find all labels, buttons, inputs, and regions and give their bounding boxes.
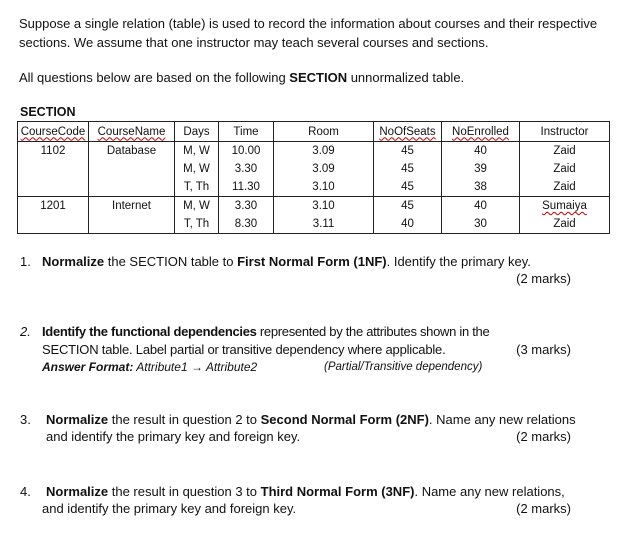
cell-instructor-label: Sumaiya [542, 200, 587, 212]
q3-text-2: . Name any new relations [428, 412, 576, 427]
q2-number: 2. [20, 324, 31, 339]
cell-coursecode: 1201 [18, 197, 89, 216]
cell-noenrolled: 30 [442, 215, 520, 234]
table-title: SECTION [20, 105, 76, 119]
cell-noenrolled: 40 [442, 197, 520, 216]
table-row [18, 160, 610, 178]
q4-text [46, 484, 565, 499]
cell-days: M, W [175, 197, 219, 216]
q4-bold-2: Third Normal Form (3NF) [260, 484, 415, 499]
q2-bold-1: Identify the functional dependencies [42, 324, 257, 339]
cell-coursecode [18, 178, 89, 197]
cell-noofseats: 45 [374, 160, 442, 178]
cell-instructor: Zaid [520, 178, 610, 197]
cell-noofseats: 45 [374, 178, 442, 197]
header-instructor: Instructor [520, 122, 610, 142]
cell-instructor: Zaid [520, 160, 610, 178]
cell-time: 10.00 [219, 142, 274, 161]
header-coursecode [18, 122, 89, 142]
header-noofseats-label: NoOfSeats [379, 125, 436, 138]
cell-coursename [89, 178, 175, 197]
intro-line-3 [19, 70, 464, 85]
header-coursecode-label: CourseCode [20, 125, 86, 138]
cell-days: M, W [175, 160, 219, 178]
header-noenrolled-label: NoEnrolled [452, 125, 509, 138]
cell-days: T, Th [175, 215, 219, 234]
cell-time: 11.30 [219, 178, 274, 197]
header-days: Days [175, 122, 219, 142]
q1-text [42, 254, 531, 269]
q2-text [42, 324, 489, 339]
header-coursename [89, 122, 175, 142]
table-row [18, 142, 610, 161]
q1-text-2: . Identify the primary key. [386, 254, 531, 269]
cell-coursename: Database [89, 142, 175, 161]
q2-marks: (3 marks) [516, 342, 571, 357]
header-room: Room [274, 122, 374, 142]
header-coursename-label: CourseName [97, 125, 166, 138]
cell-room: 3.09 [274, 160, 374, 178]
intro-line-3-tail: unnormalized table. [347, 70, 465, 85]
table-row [18, 197, 610, 216]
cell-time: 3.30 [219, 197, 274, 216]
cell-instructor: Zaid [520, 142, 610, 161]
q2-answer-format [42, 360, 257, 374]
cell-room: 3.11 [274, 215, 374, 234]
table-row [18, 178, 610, 197]
q1-number: 1. [20, 254, 31, 269]
q3-text [46, 412, 576, 427]
q3-bold-2: Second Normal Form (2NF) [260, 412, 429, 427]
cell-noofseats: 40 [374, 215, 442, 234]
q4-text-1: the result in question 3 to [108, 484, 261, 499]
intro-line-3-text: All questions below are based on the following [19, 70, 290, 85]
cell-coursecode: 1102 [18, 142, 89, 161]
q3-marks: (2 marks) [516, 429, 571, 444]
header-time: Time [219, 122, 274, 142]
cell-days: T, Th [175, 178, 219, 197]
intro-table-name: SECTION [289, 70, 348, 85]
q1-marks: (2 marks) [516, 271, 571, 286]
cell-coursename [89, 160, 175, 178]
cell-room: 3.09 [274, 142, 374, 161]
q4-text-2: . Name any new relations, [414, 484, 565, 499]
cell-coursecode [18, 215, 89, 234]
intro-line-1: Suppose a single relation (table) is used to record the information about courses and their respective [19, 16, 598, 31]
cell-room: 3.10 [274, 178, 374, 197]
cell-noenrolled: 38 [442, 178, 520, 197]
cell-days: M, W [175, 142, 219, 161]
cell-room: 3.10 [274, 197, 374, 216]
header-noenrolled [442, 122, 520, 142]
cell-noenrolled: 39 [442, 160, 520, 178]
cell-coursename [89, 215, 175, 234]
cell-instructor: Zaid [520, 215, 610, 234]
q4-bold-1: Normalize [46, 484, 109, 499]
cell-instructor [520, 197, 610, 216]
cell-noofseats: 45 [374, 142, 442, 161]
cell-noofseats: 45 [374, 197, 442, 216]
q1-text-1: the SECTION table to [104, 254, 238, 269]
table-row [18, 215, 610, 234]
table-header-row [18, 122, 610, 142]
q2-answer-format-value: Attribute1 → Attribute2 [136, 360, 258, 374]
cell-time: 8.30 [219, 215, 274, 234]
q4-line-2: and identify the primary key and foreign key. [42, 501, 297, 516]
q2-answer-format-note: (Partial/Transitive dependency) [324, 361, 483, 373]
q2-text-1: represented by the attributes shown in the [256, 324, 490, 339]
cell-coursecode [18, 160, 89, 178]
section-table [17, 121, 610, 234]
q1-bold-2: First Normal Form (1NF) [237, 254, 387, 269]
cell-noenrolled: 40 [442, 142, 520, 161]
cell-time: 3.30 [219, 160, 274, 178]
q1-bold-1: Normalize [42, 254, 105, 269]
q4-marks: (2 marks) [516, 501, 571, 516]
q4-number: 4. [20, 484, 31, 499]
q2-line-2: SECTION table. Label partial or transitive dependency where applicable. [42, 342, 446, 357]
q3-number: 3. [20, 412, 31, 427]
q3-bold-1: Normalize [46, 412, 109, 427]
cell-coursename: Internet [89, 197, 175, 216]
q2-answer-format-label: Answer Format: [42, 360, 134, 374]
header-noofseats [374, 122, 442, 142]
intro-line-2: sections. We assume that one instructor may teach several courses and sections. [19, 35, 489, 50]
q3-text-1: the result in question 2 to [108, 412, 261, 427]
q3-line-2: and identify the primary key and foreign key. [46, 429, 301, 444]
